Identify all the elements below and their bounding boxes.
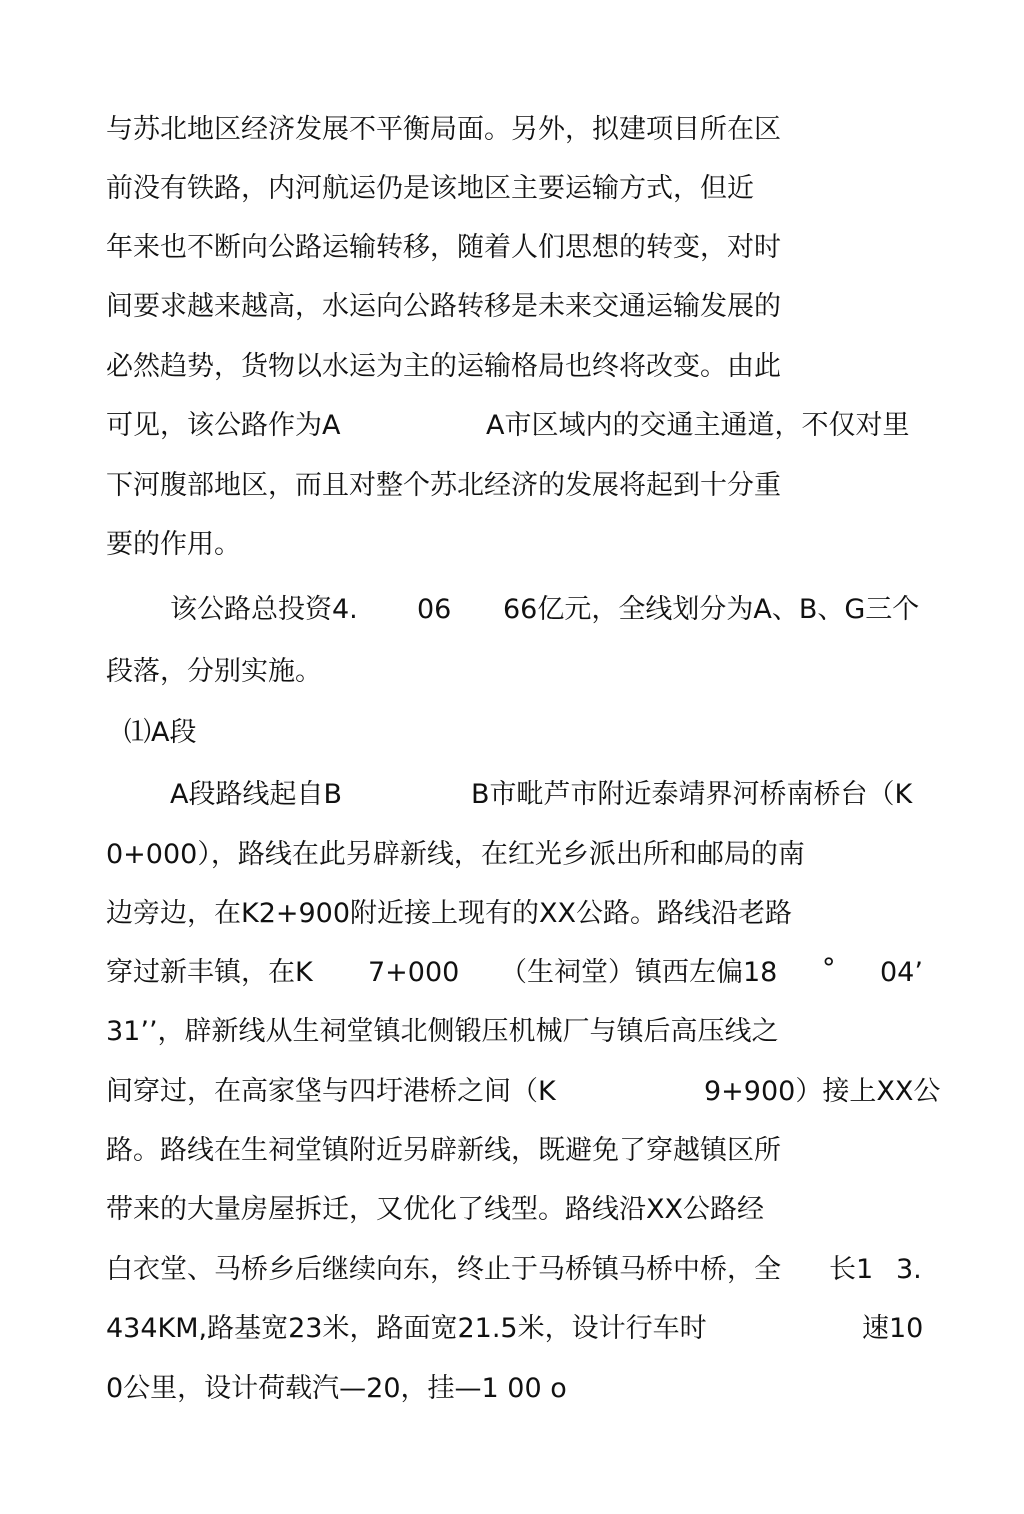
text-line: [486, 409, 909, 443]
text-line: [880, 956, 923, 990]
text-line: [471, 778, 912, 812]
text-line: [106, 956, 313, 990]
text-line: [106, 1312, 707, 1346]
text-line: [500, 956, 777, 990]
text-fragment: 可见，该公路作为A: [106, 410, 341, 441]
text-fragment: A市区域内的交通主通道，不仅对里: [486, 410, 910, 441]
text-fragment: 04’: [880, 957, 923, 988]
text-fragment: （生祠堂）镇西左偏18: [500, 957, 778, 988]
text-fragment: 3.: [896, 1254, 922, 1285]
text-line: [503, 593, 919, 627]
text-line: [106, 1253, 781, 1287]
text-line: [822, 952, 836, 986]
text-fragment: 白衣堂、马桥乡后继续向东，终止于马桥镇马桥中桥，全: [106, 1254, 781, 1285]
text-fragment: 该公路总投资4.: [170, 594, 358, 625]
text-line: 边旁边，在K2+900附近接上现有的XX公路。路线沿老路: [106, 898, 793, 929]
text-fragment: B市毗芦市附近泰靖界河桥南桥台（K: [471, 779, 913, 810]
text-line: [417, 593, 451, 627]
text-line: [368, 956, 459, 990]
text-line: 必然趋势，货物以水运为主的运输格局也终将改变。由此: [106, 351, 781, 382]
text-fragment: 穿过新丰镇，在K: [106, 957, 313, 988]
text-line: 年来也不断向公路运输转移，随着人们思想的转变，对时: [106, 232, 781, 263]
section-heading: ⑴A段: [124, 717, 197, 748]
text-fragment: °: [822, 953, 836, 984]
text-line: [862, 1312, 923, 1346]
text-line: [704, 1075, 940, 1109]
text-line: 与苏北地区经济发展不平衡局面。另外，拟建项目所在区: [106, 114, 781, 145]
text-line: 31’’，辟新线从生祠堂镇北侧锻压机械厂与镇后高压线之: [106, 1016, 779, 1047]
text-line: 下河腹部地区，而且对整个苏北经济的发展将起到十分重: [106, 470, 781, 501]
text-line: [896, 1253, 922, 1287]
text-line: 段落，分别实施。: [106, 656, 322, 687]
text-line: 要的作用。: [106, 529, 241, 560]
text-line: [170, 593, 358, 627]
text-line: [170, 778, 342, 812]
text-fragment: 06: [417, 594, 452, 625]
text-line: 路。路线在生祠堂镇附近另辟新线，既避免了穿越镇区所: [106, 1135, 781, 1166]
text-fragment: 间穿过，在高家垡与四圩港桥之间（K: [106, 1076, 556, 1107]
text-line: 前没有铁路，内河航运仍是该地区主要运输方式，但近: [106, 173, 754, 204]
text-fragment: 7+000: [368, 957, 460, 988]
text-line: 0+000），路线在此另辟新线，在红光乡派出所和邮局的南: [106, 839, 805, 870]
text-line: 带来的大量房屋拆迁，又优化了线型。路线沿XX公路经: [106, 1194, 764, 1225]
text-fragment: 66亿元，全线划分为A、B、G三个: [503, 594, 920, 625]
text-fragment: 速10: [862, 1313, 924, 1344]
text-fragment: 434KM,路基宽23米，路面宽21.5米，设计行车时: [106, 1313, 707, 1344]
text-line: 0公里，设计荷载汽—20，挂—1 00 o: [106, 1373, 567, 1404]
text-fragment: A段路线起自B: [170, 779, 342, 810]
text-line: [106, 409, 340, 443]
text-line: 间要求越来越高，水运向公路转移是未来交通运输发展的: [106, 291, 781, 322]
text-fragment: 长1: [829, 1254, 874, 1285]
text-fragment: 9+900）接上XX公: [704, 1076, 941, 1107]
text-line: [106, 1075, 556, 1109]
text-line: [829, 1253, 873, 1287]
